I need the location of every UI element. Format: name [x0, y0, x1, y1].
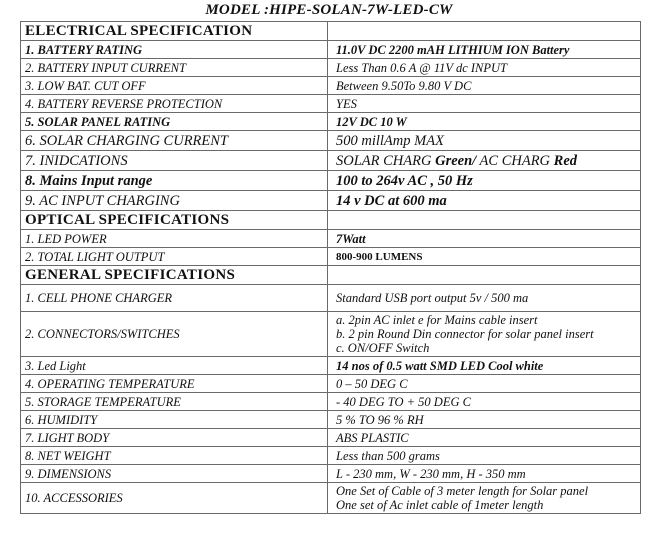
table-row: [21, 312, 641, 357]
row-value: Less Than 0.6 A @ 11V dc INPUT: [328, 59, 641, 77]
row-label: 10. ACCESSORIES: [21, 483, 328, 514]
row-label: 2. CONNECTORS/SWITCHES: [21, 312, 328, 357]
table-row: [21, 483, 641, 514]
value-line: a. 2pin AC inlet e for Mains cable insert: [336, 313, 538, 327]
section-header-row: [21, 211, 641, 230]
row-value: 0 – 50 DEG C: [328, 375, 641, 393]
row-label: 9. AC INPUT CHARGING: [21, 191, 328, 211]
value-line: One set of Ac inlet cable of 1meter length: [336, 498, 544, 512]
row-label: 8. Mains Input range: [21, 171, 328, 191]
row-value: - 40 DEG TO + 50 DEG C: [328, 393, 641, 411]
table-row: [21, 393, 641, 411]
section-header-row: [21, 22, 641, 41]
row-value: 500 millAmp MAX: [328, 131, 641, 151]
value-line: b. 2 pin Round Din connector for solar panel insert: [336, 327, 594, 341]
row-label: 7. LIGHT BODY: [21, 429, 328, 447]
row-label: 1. LED POWER: [21, 230, 328, 248]
table-row: [21, 113, 641, 131]
table-row: [21, 465, 641, 483]
section-heading-general: GENERAL SPECIFICATIONS: [21, 266, 328, 285]
row-label: 4. BATTERY REVERSE PROTECTION: [21, 95, 328, 113]
table-row: [21, 151, 641, 171]
row-label: 2. TOTAL LIGHT OUTPUT: [21, 248, 328, 266]
row-label: 1. BATTERY RATING: [21, 41, 328, 59]
row-value: 11.0V DC 2200 mAH LITHIUM ION Battery: [328, 41, 641, 59]
row-label: 5. SOLAR PANEL RATING: [21, 113, 328, 131]
row-value-multiline: [328, 312, 641, 357]
row-value: 14 nos of 0.5 watt SMD LED Cool white: [328, 357, 641, 375]
table-row: [21, 285, 641, 312]
table-row: [21, 230, 641, 248]
row-value-indications: [328, 151, 641, 171]
section-heading-blank: [328, 211, 641, 230]
row-label: 3. Led Light: [21, 357, 328, 375]
specification-table: [20, 21, 641, 514]
table-row: [21, 77, 641, 95]
indication-solar-text: SOLAR CHARG: [336, 152, 436, 169]
row-label: 9. DIMENSIONS: [21, 465, 328, 483]
table-row: [21, 131, 641, 151]
table-row: [21, 429, 641, 447]
indication-red-text: Red: [553, 152, 578, 169]
indication-ac-text: AC CHARG: [476, 152, 554, 169]
row-label: 3. LOW BAT. CUT OFF: [21, 77, 328, 95]
table-row: [21, 95, 641, 113]
table-row: [21, 191, 641, 211]
row-label: 6. HUMIDITY: [21, 411, 328, 429]
section-heading-blank: [328, 266, 641, 285]
table-row: [21, 59, 641, 77]
table-row: [21, 171, 641, 191]
section-heading-electrical: ELECTRICAL SPECIFICATION: [21, 22, 328, 41]
row-value: ABS PLASTIC: [328, 429, 641, 447]
row-label: 8. NET WEIGHT: [21, 447, 328, 465]
row-label: 4. OPERATING TEMPERATURE: [21, 375, 328, 393]
row-value: 14 v DC at 600 ma: [328, 191, 641, 211]
value-line: c. ON/OFF Switch: [336, 341, 430, 355]
value-line: One Set of Cable of 3 meter length for Solar panel: [336, 484, 589, 498]
section-header-row: [21, 266, 641, 285]
section-heading-blank: [328, 22, 641, 41]
table-row: [21, 41, 641, 59]
row-label: 2. BATTERY INPUT CURRENT: [21, 59, 328, 77]
table-row: [21, 375, 641, 393]
table-row: [21, 447, 641, 465]
row-label: 5. STORAGE TEMPERATURE: [21, 393, 328, 411]
row-value: 800-900 LUMENS: [328, 248, 641, 266]
section-heading-optical: OPTICAL SPECIFICATIONS: [21, 211, 328, 230]
row-value: 12V DC 10 W: [328, 113, 641, 131]
row-value: YES: [328, 95, 641, 113]
indication-green-text: Green/: [435, 152, 477, 169]
row-value: Standard USB port output 5v / 500 ma: [328, 285, 641, 312]
row-label: 1. CELL PHONE CHARGER: [21, 285, 328, 312]
table-row: [21, 357, 641, 375]
row-value: Between 9.50To 9.80 V DC: [328, 77, 641, 95]
row-value-multiline: [328, 483, 641, 514]
table-row: [21, 248, 641, 266]
row-label: 7. INIDCATIONS: [21, 151, 328, 171]
row-value: L - 230 mm, W - 230 mm, H - 350 mm: [328, 465, 641, 483]
row-value: Less than 500 grams: [328, 447, 641, 465]
row-value: 100 to 264v AC , 50 Hz: [328, 171, 641, 191]
row-value: 5 % TO 96 % RH: [328, 411, 641, 429]
table-row: [21, 411, 641, 429]
model-title: MODEL :HIPE-SOLAN-7W-LED-CW: [205, 2, 453, 18]
row-value: 7Watt: [328, 230, 641, 248]
row-label: 6. SOLAR CHARGING CURRENT: [21, 131, 328, 151]
